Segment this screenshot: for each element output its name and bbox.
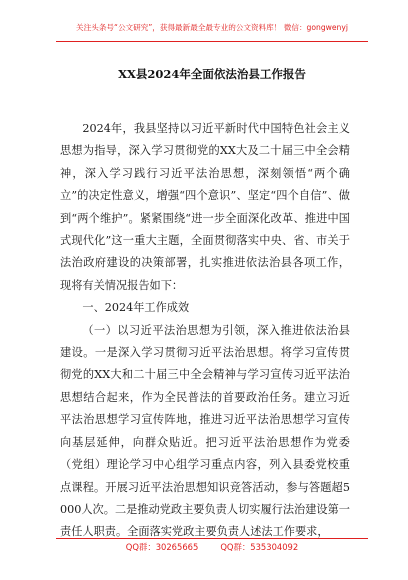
footer-divider bbox=[56, 538, 368, 539]
document-title: XX县2024年全面依法治县工作报告 bbox=[118, 67, 306, 81]
footer-qq-group-1: QQ群：30265665 bbox=[125, 542, 199, 552]
intro-paragraph: 2024年，我县坚持以习近平新时代中国特色社会主义思想为指导，深入学习贯彻党的XX大及二十届三中全会精神，深入学习践行习近平法治思想，深刻领悟“两个确立”的决定性意义，增强“四个意识”、坚定“四个自信”、做到“两个维护”。紧紧围绕“进一步全面深化改革、推进中国式现代化”这一重大主题，全面贯彻落实中央、省、市关于法治政府建设的决策部署，扎实推进依法治县各项工作，现将有关情况报告如下： bbox=[60, 122, 350, 292]
footer-qq-group-2: QQ群：535304092 bbox=[220, 542, 299, 552]
header-banner: 关注头条号“公文研究”，获得最新最全最专业的公文资料库！ 微信：gongwenyj bbox=[76, 23, 348, 32]
section-heading: 一、2024年工作成效 bbox=[82, 301, 190, 315]
footer bbox=[56, 540, 368, 554]
document-body bbox=[60, 118, 350, 544]
section-paragraph: （一）以习近平法治思想为引领，深入推进依法治县建设。一是深入学习贯彻习近平法治思想。将学习宣传贯彻党的XX大和二十届三中全会精神与学习宣传习近平法治思想结合起来，作为全民普法的首要政治任务。建立习近平法治思想学习宣传阵地，推进习近平法治思想学习宣传向基层延伸，向群众贴近。把习近平法治思想作为党委（党组）理论学习中心组学习重点内容，列入县委党校重点课程。开展习近平法治思想知识竞答活动，参与答题超5000人次。二是推动党政主要负责人切实履行法治建设第一责任人职责。全面落实党政主要负责人述法工作要求， bbox=[60, 323, 350, 539]
header-divider bbox=[56, 41, 368, 42]
